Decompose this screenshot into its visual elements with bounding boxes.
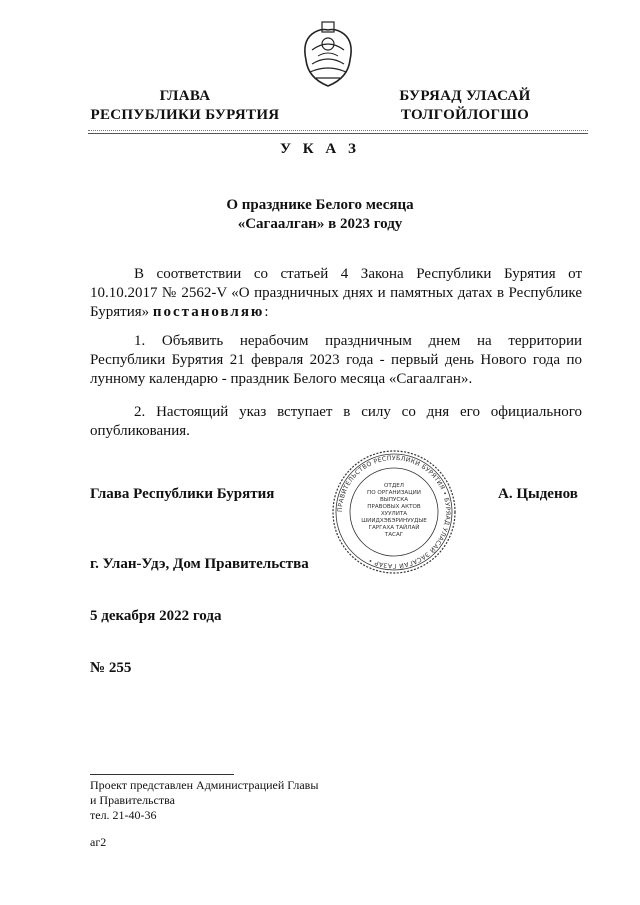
document-title (150, 196, 490, 234)
resolve-word: постановляю (152, 304, 265, 320)
place-of-signing: г. Улан-Удэ, Дом Правительства (90, 556, 309, 572)
title-line1: О празднике Белого месяца (226, 197, 414, 213)
signatory-position: Глава Республики Бурятия (90, 486, 275, 502)
preamble-paragraph (90, 265, 582, 322)
footer-code: аг2 (90, 835, 107, 849)
stamp-center-line: ВЫПУСКА (379, 497, 409, 503)
header-left-line2: РЕСПУБЛИКИ БУРЯТИЯ (90, 107, 280, 123)
footer-divider (90, 774, 234, 775)
header-right-line2: ТОЛГОЙЛОГШО (400, 107, 530, 123)
item-1-paragraph: 1. Объявить нерабочим праздничным днем на территории Республики Бурятия 21 февраля 2023 года - первый день Нового года по лунному календарю - праздник Белого месяца «Сагаалган». (90, 333, 582, 387)
header-divider-solid (88, 133, 588, 134)
stamp-center-line: ХУУЛИТА (380, 511, 408, 517)
resolve-colon: : (264, 304, 269, 320)
stamp-center-line: ШИИДХЭБЭРИНУУДЫЕ (361, 518, 427, 524)
official-stamp (330, 449, 458, 575)
header-left-line1: ГЛАВА (159, 88, 211, 104)
stamp-center-line: ОТДЕЛ (384, 483, 404, 489)
item-2-paragraph: 2. Настоящий указ вступает в силу со дня его официального опубликования. (90, 404, 582, 439)
stamp-ring-text: ПРАВИТЕЛЬСТВО РЕСПУБЛИКИ БУРЯТИЯ • БУРЯАД УЛАСАЙ ЗАСАГАЙ ГАЗАР • (336, 454, 452, 570)
document-type: У К А З (280, 141, 360, 157)
stamp-center-line: ТАСАГ (384, 532, 404, 538)
stamp-center-line: ГАРГАХА ТАЙЛАЙ (368, 525, 420, 531)
stamp-center-line: ПРАВОВЫХ АКТОВ (367, 504, 421, 510)
footer-phone: тел. 21-40-36 (90, 808, 157, 822)
header-divider-dotted (88, 130, 588, 131)
document-number: № 255 (90, 660, 132, 676)
title-line2: «Сагаалган» в 2023 году (237, 216, 403, 232)
stamp-center-line: ПО ОРГАНИЗАЦИИ (367, 490, 421, 496)
coat-of-arms-emblem (298, 20, 358, 92)
preamble-text: В соответствии со статьей 4 Закона Республики Бурятия от 10.10.2017 № 2562-V «О праздничных днях и памятных датах в Республике Бурятия» (90, 266, 582, 320)
header-right-line1: БУРЯАД УЛАСАЙ (399, 88, 531, 104)
header-right (380, 87, 550, 125)
header-left (80, 87, 290, 125)
footer-line1: Проект представлен Администрацией Главы (90, 778, 319, 792)
signatory-name: А. Цыденов (498, 486, 578, 502)
footer-line2: и Правительства (90, 793, 175, 807)
document-date: 5 декабря 2022 года (90, 608, 222, 624)
